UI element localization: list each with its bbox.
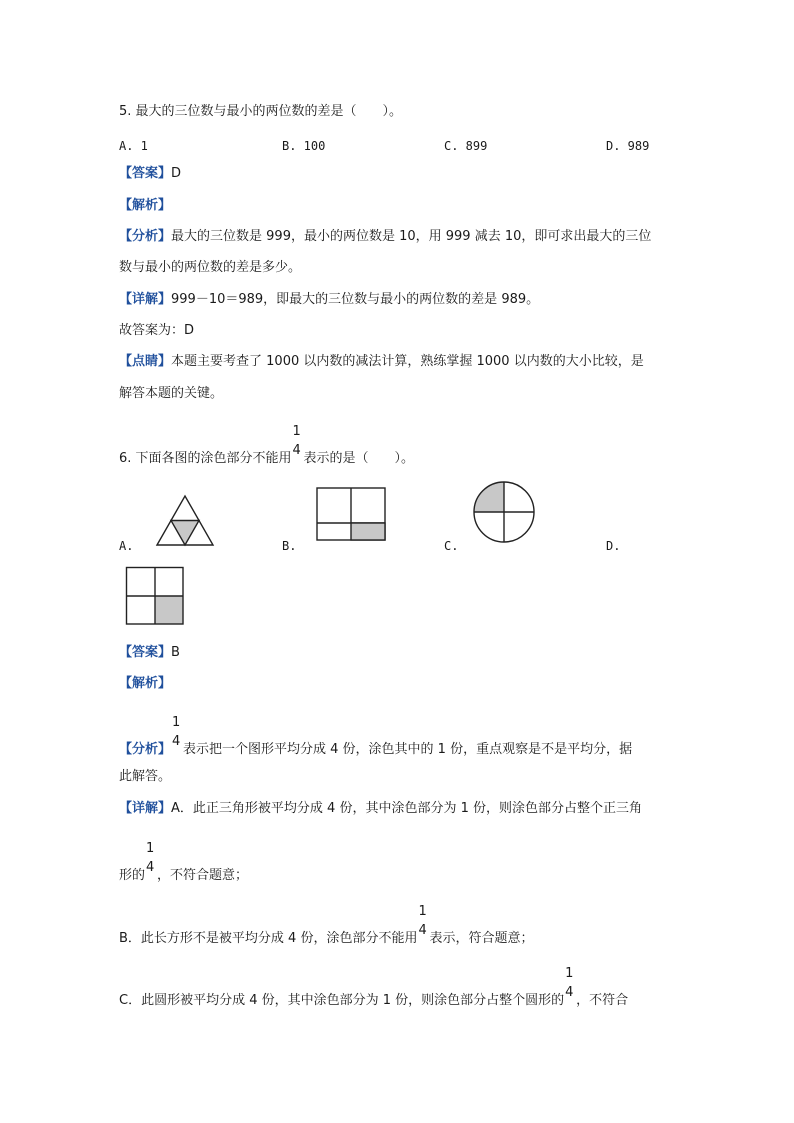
dianjing-tag: 【点睛】 xyxy=(119,354,172,369)
fraction-one-quarter: 1 4 xyxy=(418,904,427,938)
q6-option-b: B. xyxy=(282,539,297,553)
q6-fenxi-line1: 【分析】 1 4 表示把一个图形平均分成 4 份，涂色其中的 1 份，重点观察是不是平均分，据 xyxy=(119,715,633,757)
q5-fenxi-line2: 数与最小的两位数的差是多少。 xyxy=(119,260,302,275)
xiangjie-tag: 【详解】 xyxy=(119,801,172,816)
q5-analysis-tag: 【解析】 xyxy=(119,198,172,213)
q6-fenxi-line2: 此解答。 xyxy=(119,769,172,784)
figure-b-rectangle xyxy=(316,487,387,542)
q6-xiangjie-line1: 【详解】A．此正三角形被平均分成 4 份，其中涂色部分为 1 份，则涂色部分占整个正三角 xyxy=(119,801,642,816)
q5-option-b: B. 100 xyxy=(282,139,326,153)
xiangjie-tag: 【详解】 xyxy=(119,292,172,307)
q6-xiangjie-b: B．此长方形不是被平均分成 4 份，涂色部分不能用 1 4 表示，符合题意； xyxy=(119,904,534,946)
q5-dianjing-line2: 解答本题的关键。 xyxy=(119,386,224,401)
fraction-one-quarter: 1 4 xyxy=(292,424,301,458)
q6-option-d: D. xyxy=(606,539,621,553)
fraction-one-quarter: 1 4 xyxy=(565,966,574,1000)
q6-xiangjie-c: C．此圆形被平均分成 4 份，其中涂色部分为 1 份，则涂色部分占整个圆形的 1 4 ，不符合 xyxy=(119,966,629,1008)
q6-option-c: C. xyxy=(444,539,459,553)
q6-analysis-tag: 【解析】 xyxy=(119,676,172,691)
q5-option-d: D. 989 xyxy=(606,139,650,153)
q5-fenxi-line1: 【分析】最大的三位数是 999，最小的两位数是 10，用 999 减去 10，即可求出最大的三位 xyxy=(119,229,652,244)
q5-stem: 5. 最大的三位数与最小的两位数的差是（ ）。 xyxy=(119,104,403,119)
figure-a-triangle xyxy=(155,493,217,547)
fraction-one-quarter: 1 4 xyxy=(146,841,155,875)
answer-value: B xyxy=(171,645,180,660)
figure-d-square xyxy=(125,566,185,626)
answer-tag: 【答案】 xyxy=(119,166,172,181)
fenxi-tag: 【分析】 xyxy=(119,742,172,757)
q6-option-a: A. xyxy=(119,539,134,553)
q5-option-c: C. 899 xyxy=(444,139,488,153)
q6-answer xyxy=(119,645,180,661)
q5-xiangjie: 【详解】999－10＝989，即最大的三位数与最小的两位数的差是 989。 xyxy=(119,292,540,307)
q5-conclusion: 故答案为：D xyxy=(119,323,195,338)
q6-xiangjie-line2: 形的 1 4 ，不符合题意； xyxy=(119,841,249,883)
answer-tag: 【答案】 xyxy=(119,645,172,660)
fraction-one-quarter: 1 4 xyxy=(172,715,181,749)
q6-stem: 6. 下面各图的涂色部分不能用 1 4 表示的是（ ）。 xyxy=(119,424,415,466)
q5-answer xyxy=(119,166,181,182)
figure-c-circle xyxy=(472,480,536,544)
fenxi-tag: 【分析】 xyxy=(119,229,172,244)
q5-dianjing-line1: 【点睛】本题主要考查了 1000 以内数的减法计算，熟练掌握 1000 以内数的大小比较，是 xyxy=(119,354,644,369)
answer-value: D xyxy=(171,166,182,181)
q5-option-a: A. 1 xyxy=(119,139,148,153)
